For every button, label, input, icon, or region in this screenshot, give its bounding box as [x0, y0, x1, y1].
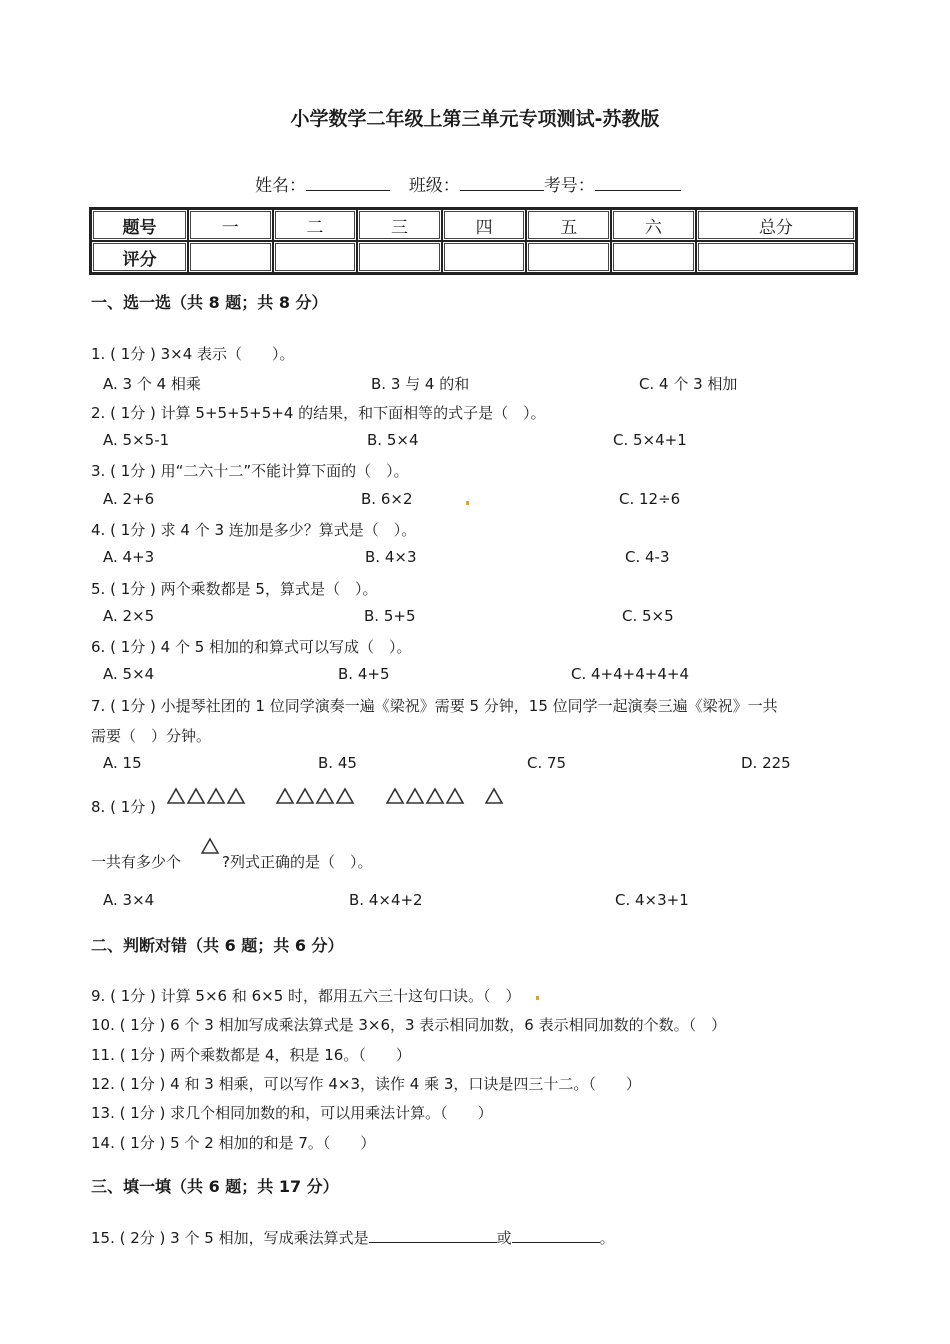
score-cell[interactable] — [611, 241, 696, 273]
stray-mark — [466, 501, 469, 505]
col-5: 五 — [526, 209, 611, 241]
score-cell[interactable] — [357, 241, 442, 273]
q3-option-c[interactable]: C. 12÷6 — [619, 490, 681, 508]
score-cell[interactable] — [188, 241, 273, 273]
question-8-line2-suffix: ?列式正确的是（ ）。 — [222, 853, 373, 871]
q8-option-b[interactable]: B. 4×4+2 — [349, 891, 423, 909]
class-label: 班级： — [408, 176, 460, 196]
q1-option-b[interactable]: B. 3 与 4 的和 — [371, 375, 470, 393]
q3-option-b[interactable]: B. 6×2 — [361, 490, 413, 508]
q2-option-a[interactable]: A. 5×5-1 — [103, 431, 170, 449]
question-5-stem: 5. ( 1分 ) 两个乘数都是 5，算式是（ ）。 — [91, 580, 378, 598]
q2-option-c[interactable]: C. 5×4+1 — [613, 431, 687, 449]
question-6-stem: 6. ( 1分 ) 4 个 5 相加的和算式可以写成（ ）。 — [91, 638, 412, 656]
page-title: 小学数学二年级上第三单元专项测试-苏教版 — [290, 108, 660, 130]
triangle-group-1-icon — [167, 786, 247, 806]
question-2-stem: 2. ( 1分 ) 计算 5+5+5+5+4 的结果，和下面相等的式子是（ ）。 — [91, 404, 546, 422]
question-no-header: 题号 — [91, 209, 188, 241]
q8-option-c[interactable]: C. 4×3+1 — [615, 891, 689, 909]
q7-option-c[interactable]: C. 75 — [527, 754, 567, 772]
question-14: 14. ( 1分 ) 5 个 2 相加的和是 7。（ ） — [91, 1134, 376, 1152]
question-7-stem-line1: 7. ( 1分 ) 小提琴社团的 1 位同学演奏一遍《梁祝》需要 5 分钟，15 位同学一起演奏三遍《梁祝》一共 — [91, 697, 778, 715]
score-cell[interactable] — [273, 241, 358, 273]
col-4: 四 — [442, 209, 527, 241]
q7-option-a[interactable]: A. 15 — [103, 754, 142, 772]
q15-suffix: 。 — [599, 1229, 615, 1247]
score-row-header: 评分 — [91, 241, 188, 273]
col-1: 一 — [188, 209, 273, 241]
q2-option-b[interactable]: B. 5×4 — [367, 431, 419, 449]
question-1-stem: 1. ( 1分 ) 3×4 表示（ ）。 — [91, 345, 295, 363]
col-3: 三 — [357, 209, 442, 241]
score-table-score-row — [91, 241, 856, 273]
q15-or: 或 — [496, 1229, 512, 1247]
q6-option-c[interactable]: C. 4+4+4+4+4 — [571, 665, 690, 683]
question-8-stem: 8. ( 1分 ) — [91, 798, 156, 816]
col-2: 二 — [273, 209, 358, 241]
q8-option-a[interactable]: A. 3×4 — [103, 891, 155, 909]
score-cell[interactable] — [526, 241, 611, 273]
col-total: 总分 — [696, 209, 856, 241]
q6-option-a[interactable]: A. 5×4 — [103, 665, 155, 683]
q4-option-a[interactable]: A. 4+3 — [103, 548, 155, 566]
question-7-stem-line2: 需要（ ）分钟。 — [91, 727, 212, 745]
q5-option-a[interactable]: A. 2×5 — [103, 607, 155, 625]
score-table-header-row — [91, 209, 856, 241]
exam-no-blank[interactable] — [595, 172, 681, 191]
q5-option-c[interactable]: C. 5×5 — [622, 607, 674, 625]
class-blank[interactable] — [460, 172, 544, 191]
q3-option-a[interactable]: A. 2+6 — [103, 490, 155, 508]
section-3-heading: 三、填一填（共 6 题；共 17 分） — [91, 1177, 339, 1196]
score-cell[interactable] — [442, 241, 527, 273]
question-15 — [91, 1226, 615, 1248]
question-11: 11. ( 1分 ) 两个乘数都是 4，积是 16。（ ） — [91, 1046, 411, 1064]
name-label: 姓名： — [255, 176, 306, 196]
triangle-group-3-icon — [386, 786, 466, 806]
question-8-line2-prefix: 一共有多少个 — [91, 853, 182, 871]
section-2-heading: 二、判断对错（共 6 题；共 6 分） — [91, 936, 344, 955]
score-cell[interactable] — [696, 241, 856, 273]
q15-blank-1[interactable] — [369, 1226, 497, 1243]
q1-option-a[interactable]: A. 3 个 4 相乘 — [103, 375, 201, 393]
q7-option-d[interactable]: D. 225 — [741, 754, 791, 772]
student-info-row — [255, 171, 681, 196]
question-4-stem: 4. ( 1分 ) 求 4 个 3 连加是多少？算式是（ ）。 — [91, 521, 417, 539]
triangle-group-2-icon — [276, 786, 356, 806]
q4-option-c[interactable]: C. 4-3 — [625, 548, 670, 566]
stray-mark — [536, 996, 539, 1000]
q6-option-b[interactable]: B. 4+5 — [338, 665, 390, 683]
triangle-single-icon — [485, 786, 505, 806]
q1-option-c[interactable]: C. 4 个 3 相加 — [639, 375, 738, 393]
question-12: 12. ( 1分 ) 4 和 3 相乘，可以写作 4×3，读作 4 乘 3，口诀是四三十二。（ ） — [91, 1075, 641, 1093]
triangle-inline-icon — [201, 837, 221, 855]
col-6: 六 — [611, 209, 696, 241]
question-13: 13. ( 1分 ) 求几个相同加数的和，可以用乘法计算。（ ） — [91, 1104, 493, 1122]
question-3-stem: 3. ( 1分 ) 用“二六十二”不能计算下面的（ ）。 — [91, 462, 409, 480]
q4-option-b[interactable]: B. 4×3 — [365, 548, 417, 566]
question-9: 9. ( 1分 ) 计算 5×6 和 6×5 时，都用五六三十这句口诀。（ ） — [91, 987, 521, 1005]
q15-blank-2[interactable] — [512, 1226, 600, 1243]
exam-no-label: 考号： — [543, 176, 595, 196]
name-blank[interactable] — [306, 172, 390, 191]
section-1-heading: 一、选一选（共 8 题；共 8 分） — [91, 293, 328, 312]
q15-prefix: 15. ( 2分 ) 3 个 5 相加，写成乘法算式是 — [91, 1229, 369, 1247]
q5-option-b[interactable]: B. 5+5 — [364, 607, 416, 625]
question-10: 10. ( 1分 ) 6 个 3 相加写成乘法算式是 3×6，3 表示相同加数，6 表示相同加数的个数。（ ） — [91, 1016, 727, 1034]
q7-option-b[interactable]: B. 45 — [318, 754, 357, 772]
score-table — [89, 207, 858, 275]
